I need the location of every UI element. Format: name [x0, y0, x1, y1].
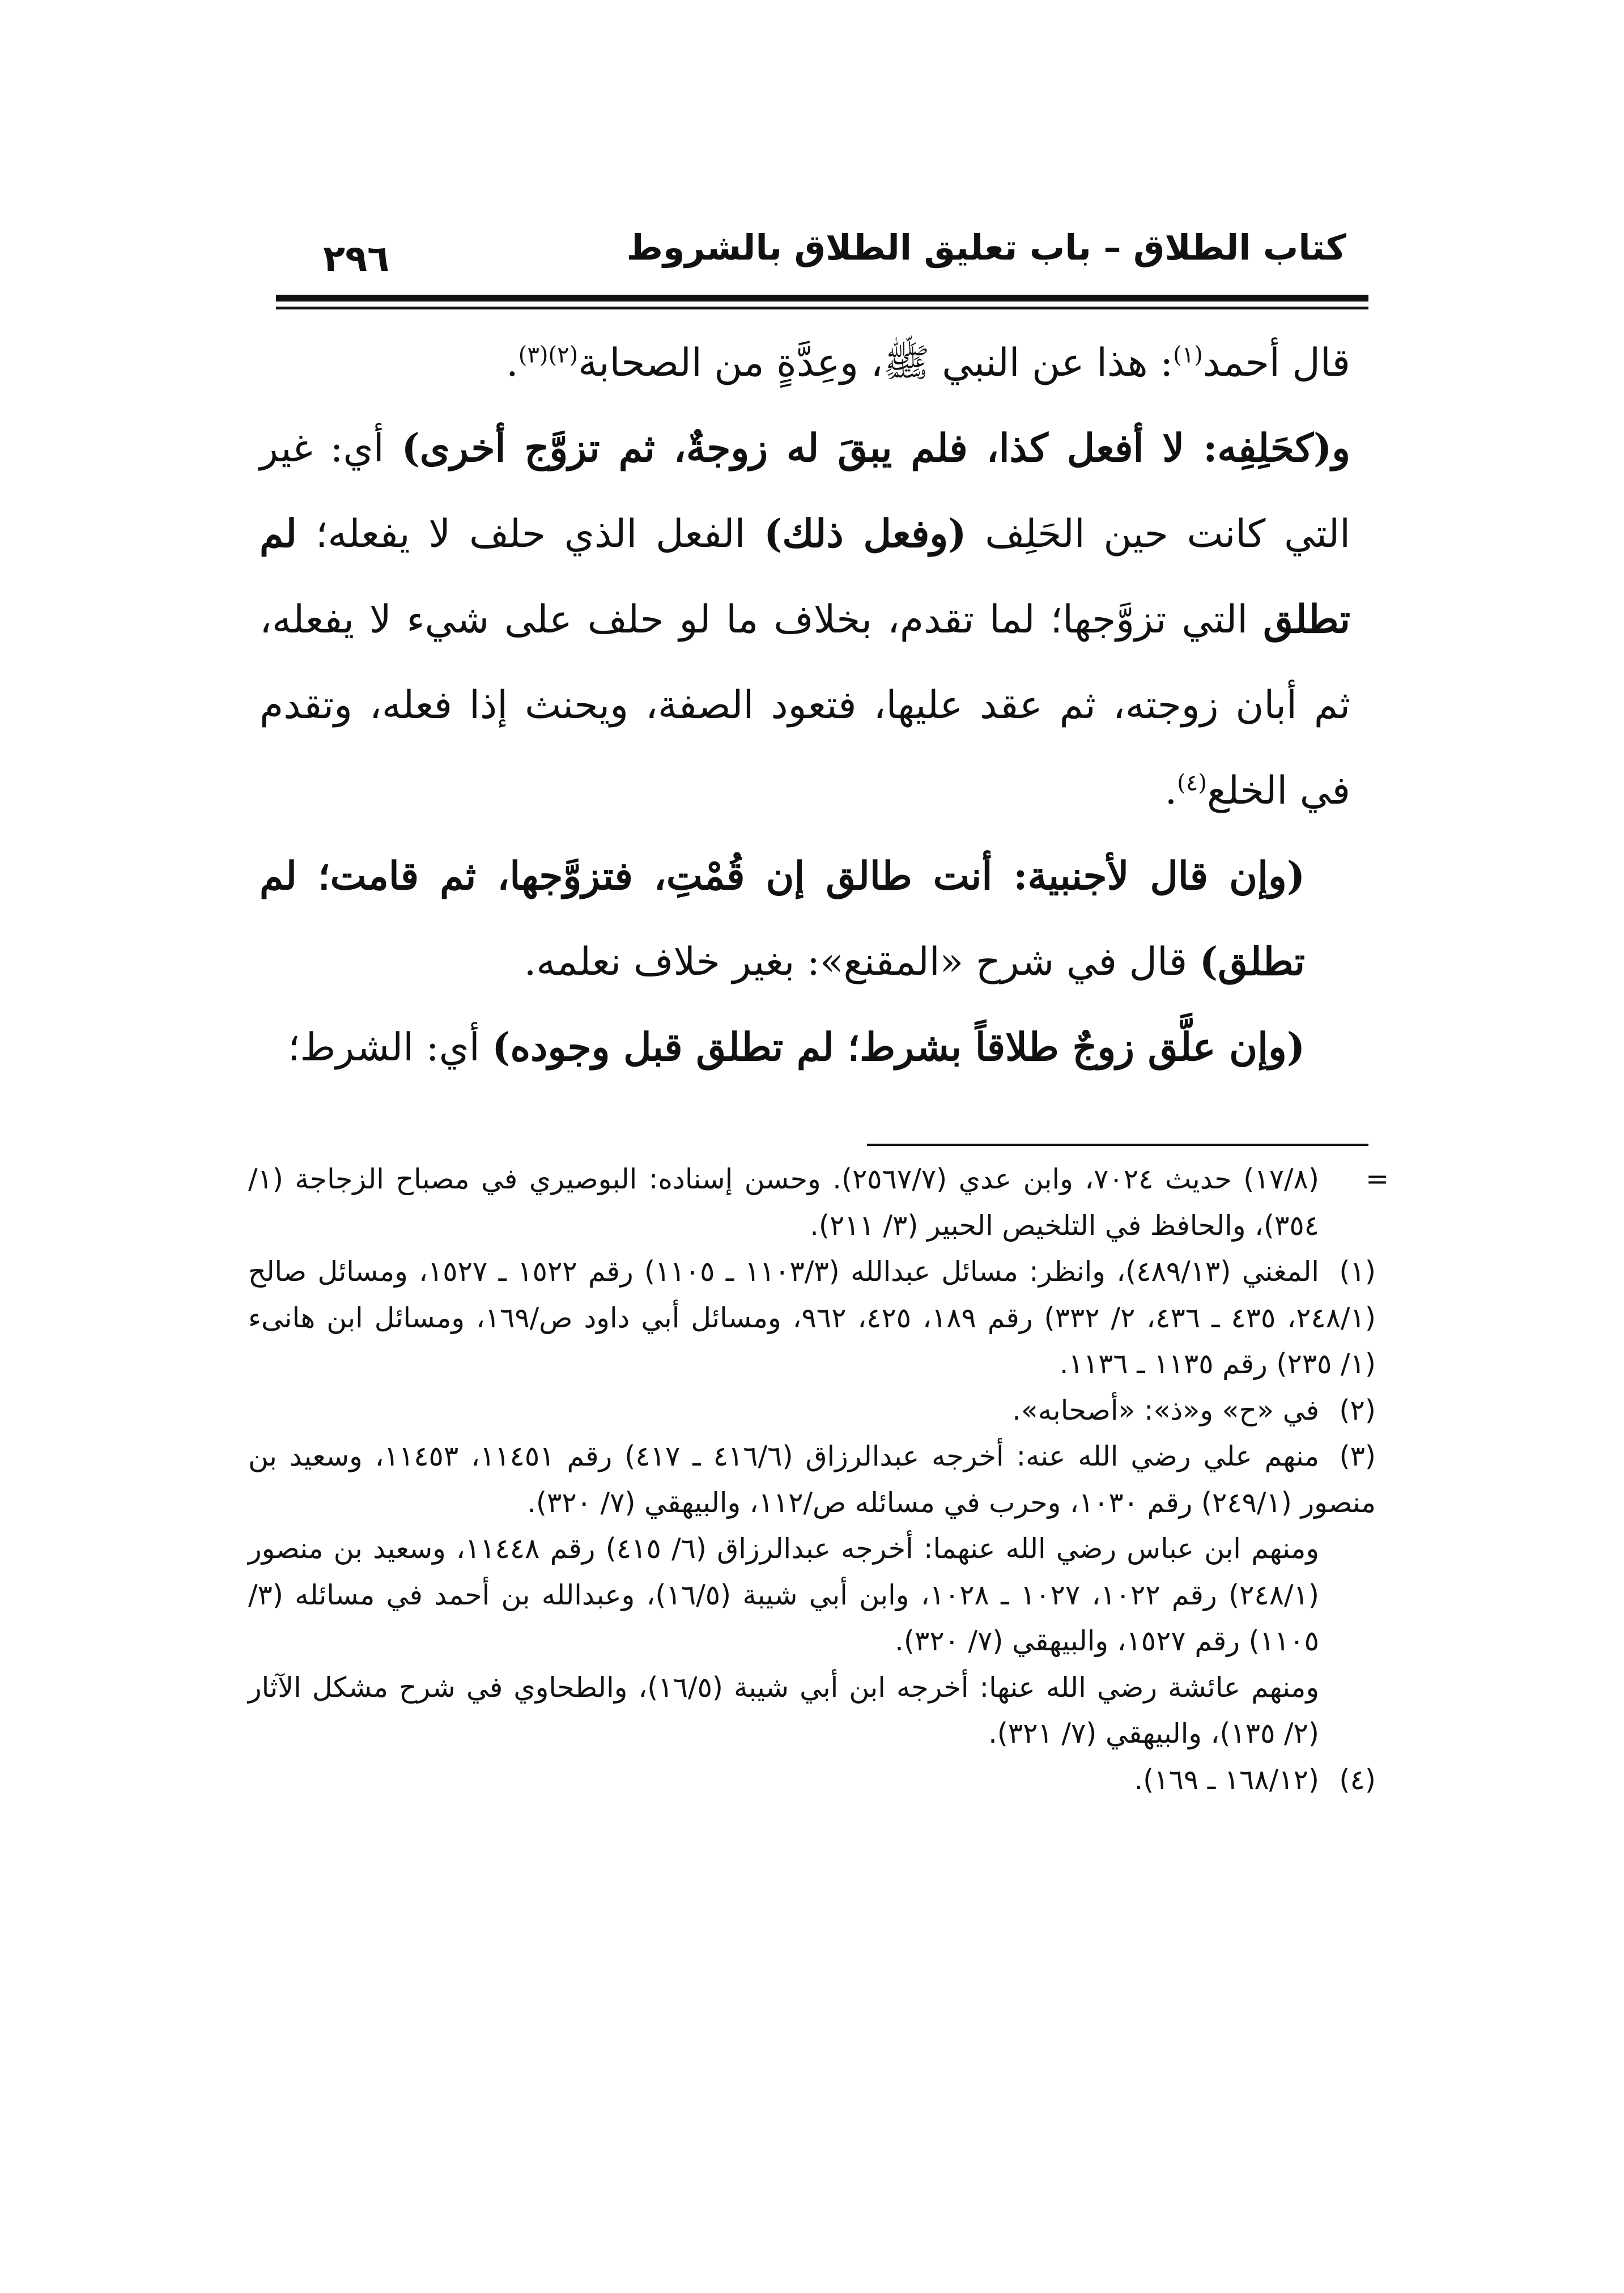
- matn-text: و(كحَلِفِه: لا أفعل كذا، فلم يبقَ له زوجةٌ، ثم تزوَّج أخرى): [401, 426, 1350, 471]
- paragraph: [260, 406, 1350, 834]
- matn-text: لم تطلق: [260, 511, 1350, 642]
- text-run: قال في شرح «المقنع»: بغير خلاف نعلمه.: [524, 940, 1200, 984]
- footnote-text: منهم علي رضي الله عنه: أخرجه عبدالرزاق (٤١٦/٦ ـ ٤١٧) رقم ١١٤٥١، ١١٤٥٣، وسعيد بن منصور (٢٤٩/١) رقم ١٠٣٠، وحرب في مسائله ص/١١٢، والبيهقي (٧/ ٣٢٠).: [248, 1440, 1376, 1519]
- text-run: أي: الشرط؛: [287, 1025, 492, 1070]
- footnote-3: [248, 1433, 1376, 1526]
- paragraph: [260, 834, 1350, 1005]
- footnotes: [248, 1156, 1376, 1803]
- text-run: .: [506, 341, 518, 385]
- footnote-separator: [867, 1144, 1368, 1146]
- footnote-ref[interactable]: (٤): [1177, 770, 1207, 796]
- paragraph: [260, 1005, 1350, 1090]
- main-text: [260, 320, 1350, 1090]
- running-head: كتاب الطلاق – باب تعليق الطلاق بالشروط: [626, 227, 1346, 268]
- text-run: الفعل الذي حلف لا يفعله؛: [315, 512, 764, 557]
- text-run: غير التي كانت حين الحَلِف: [260, 426, 1350, 557]
- continuation-mark: =: [1366, 1163, 1389, 1195]
- page-number: ٢٩٦: [323, 238, 390, 280]
- footnote-2: [248, 1387, 1376, 1434]
- text-run: قال أحمد: [1202, 341, 1350, 385]
- text-run: : هذا عن النبي ﷺ، وعِدَّةٍ من الصحابة: [578, 341, 1174, 385]
- footnote-3-part-3: ومنهم عائشة رضي الله عنها: أخرجه ابن أبي شيبة (١٦/٥)، والطحاوي في شرح مشكل الآثار (٢/ ١٣٥)، والبيهقي (٧/ ٣٢١).: [248, 1671, 1319, 1750]
- footnote-1: [248, 1249, 1376, 1387]
- text-run: التي تزوَّجها؛ لما تقدم، بخلاف ما لو حلف على شيء لا يفعله، ثم أبان زوجته، ثم عقد عليها، فتعود الصفة، ويحنث إذا فعله، وتقدم في الخلع: [260, 597, 1351, 813]
- footnote-ref[interactable]: (١): [1173, 342, 1203, 368]
- footnote-number: (٤): [1339, 1763, 1376, 1796]
- matn-text: (وفعل ذلك): [764, 511, 967, 557]
- footnote-number: (١): [1339, 1255, 1376, 1288]
- header-rule-thick: [276, 295, 1368, 302]
- matn-text: (وإن قال لأجنبية: أنت طالق إن قُمْتِ، فتزوَّجها، ثم قامت؛ لم تطلق): [260, 853, 1305, 984]
- footnote-continuation: (١٧/٨) حديث ٧٠٢٤، وابن عدي (٢٥٦٧/٧). وحسن إسناده: البوصيري في مصباح الزجاجة (١/ ٣٥٤)، والحافظ في التلخيص الحبير (٣/ ٢١١).: [248, 1163, 1319, 1242]
- header-rule-thin: [276, 307, 1368, 309]
- text-run: .: [1164, 768, 1177, 813]
- footnote-text: المغني (٤٨٩/١٣)، وانظر: مسائل عبدالله (١١٠٣/٣ ـ ١١٠٥) رقم ١٥٢٢ ـ ١٥٢٧، ومسائل صالح (٢٤٨/١، ٤٣٥ ـ ٤٣٦، ٢/ ٣٣٢) رقم ١٨٩، ٤٢٥، ٩٦٢، ومسائل أبي داود ص/١٦٩، ومسائل ابن هانىء (١/ ٢٣٥) رقم ١١٣٥ ـ ١١٣٦.: [248, 1255, 1376, 1380]
- footnote-4: [248, 1757, 1376, 1803]
- matn-text: (وإن علَّق زوجٌ طلاقاً بشرط؛ لم تطلق قبل وجوده): [492, 1025, 1305, 1070]
- text-run: أي:: [330, 426, 402, 471]
- footnote-number: (٢): [1339, 1394, 1376, 1426]
- footnote-text: في «ح» و«ذ»: «أصحابه».: [1012, 1394, 1319, 1426]
- footnote-ref[interactable]: (٢)(٣): [518, 342, 579, 368]
- footnote-text: (١٦٨/١٢ ـ ١٦٩).: [1134, 1763, 1319, 1796]
- paragraph: [260, 320, 1350, 406]
- footnote-number: (٣): [1339, 1440, 1376, 1472]
- footnote-3-part-2: ومنهم ابن عباس رضي الله عنهما: أخرجه عبدالرزاق (٦/ ٤١٥) رقم ١١٤٤٨، وسعيد بن منصور (٢٤٨/١) رقم ١٠٢٢، ١٠٢٧ ـ ١٠٢٨، وابن أبي شيبة (١٦/٥)، وعبدالله بن أحمد في مسائله (٣/ ١١٠٥) رقم ١٥٢٧، والبيهقي (٧/ ٣٢٠).: [248, 1532, 1319, 1657]
